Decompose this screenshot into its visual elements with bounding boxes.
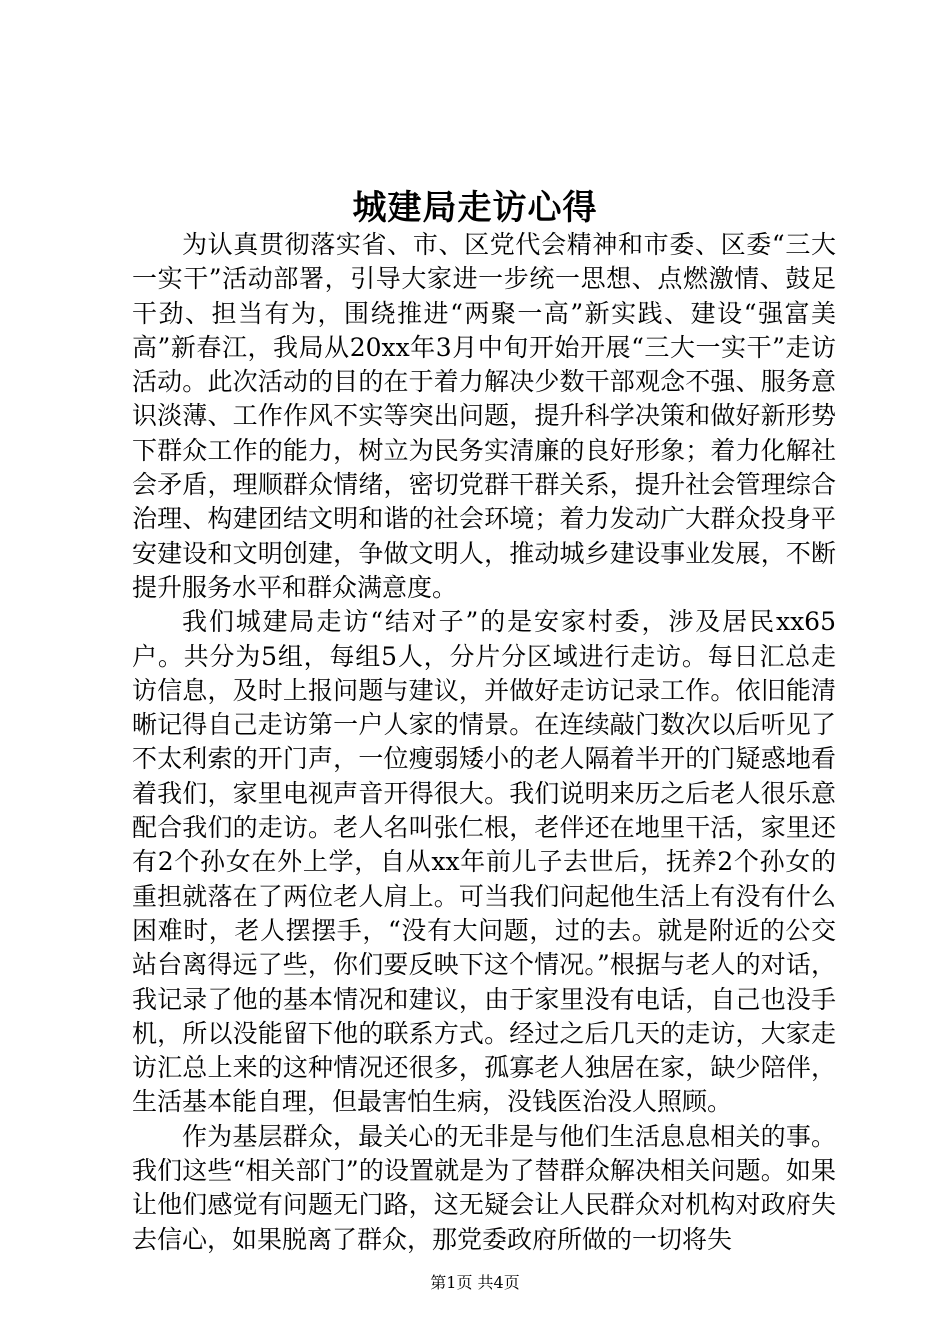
page-footer: 第1页 共4页 bbox=[430, 1273, 520, 1292]
document-body bbox=[132, 228, 836, 1257]
paragraph-1: 为认真贯彻落实省、市、区党代会精神和市委、区委“三大一实干”活动部署，引导大家进一步统一思想、点燃激情、鼓足干劲、担当有为，围绕推进“两聚一高”新实践、建设“强富美高”新春江，我局从20xx年3月中旬开始开展“三大一实干”走访活动。此次活动的目的在于着力解决少数干部观念不强、服务意识淡薄、工作作风不实等突出问题，提升科学决策和做好新形势下群众工作的能力，树立为民务实清廉的良好形象；着力化解社会矛盾，理顺群众情绪，密切党群干群关系，提升社会管理综合治理、构建团结文明和谐的社会环境；着力发动广大群众投身平安建设和文明创建，争做文明人，推动城乡建设事业发展，不断提升服务水平和群众满意度。 bbox=[132, 230, 836, 602]
paragraph-2: 我们城建局走访“结对子”的是安家村委，涉及居民xx65户。共分为5组，每组5人，分片分区域进行走访。每日汇总走访信息，及时上报问题与建议，并做好走访记录工作。依旧能清晰记得自己走访第一户人家的情景。在连续敲门数次以后听见了不太利索的开门声，一位瘦弱矮小的老人隔着半开的门疑惑地看着我们，家里电视声音开得很大。我们说明来历之后老人很乐意配合我们的走访。老人名叫张仁根，老伴还在地里干活，家里还有2个孙女在外上学，自从xx年前儿子去世后，抚养2个孙女的重担就落在了两位老人肩上。可当我们问起他生活上有没有什么困难时，老人摆摆手，“没有大问题，过的去。就是附近的公交站台离得远了些，你们要反映下这个情况。”根据与老人的对话，我记录了他的基本情况和建议，由于家里没有电话，自己也没手机，所以没能留下他的联系方式。经过之后几天的走访，大家走访汇总上来的这种情况还很多，孤寡老人独居在家，缺少陪伴，生活基本能自理，但最害怕生病，没钱医治没人照顾。 bbox=[132, 607, 836, 1117]
paragraph-3: 作为基层群众，最关心的无非是与他们生活息息相关的事。我们这些“相关部门”的设置就是为了替群众解决相关问题。如果让他们感觉有问题无门路，这无疑会让人民群众对机构对政府失去信心，如果脱离了群众，那党委政府所做的一切将失 bbox=[132, 1121, 836, 1254]
document-title: 城建局走访心得 bbox=[352, 188, 598, 228]
